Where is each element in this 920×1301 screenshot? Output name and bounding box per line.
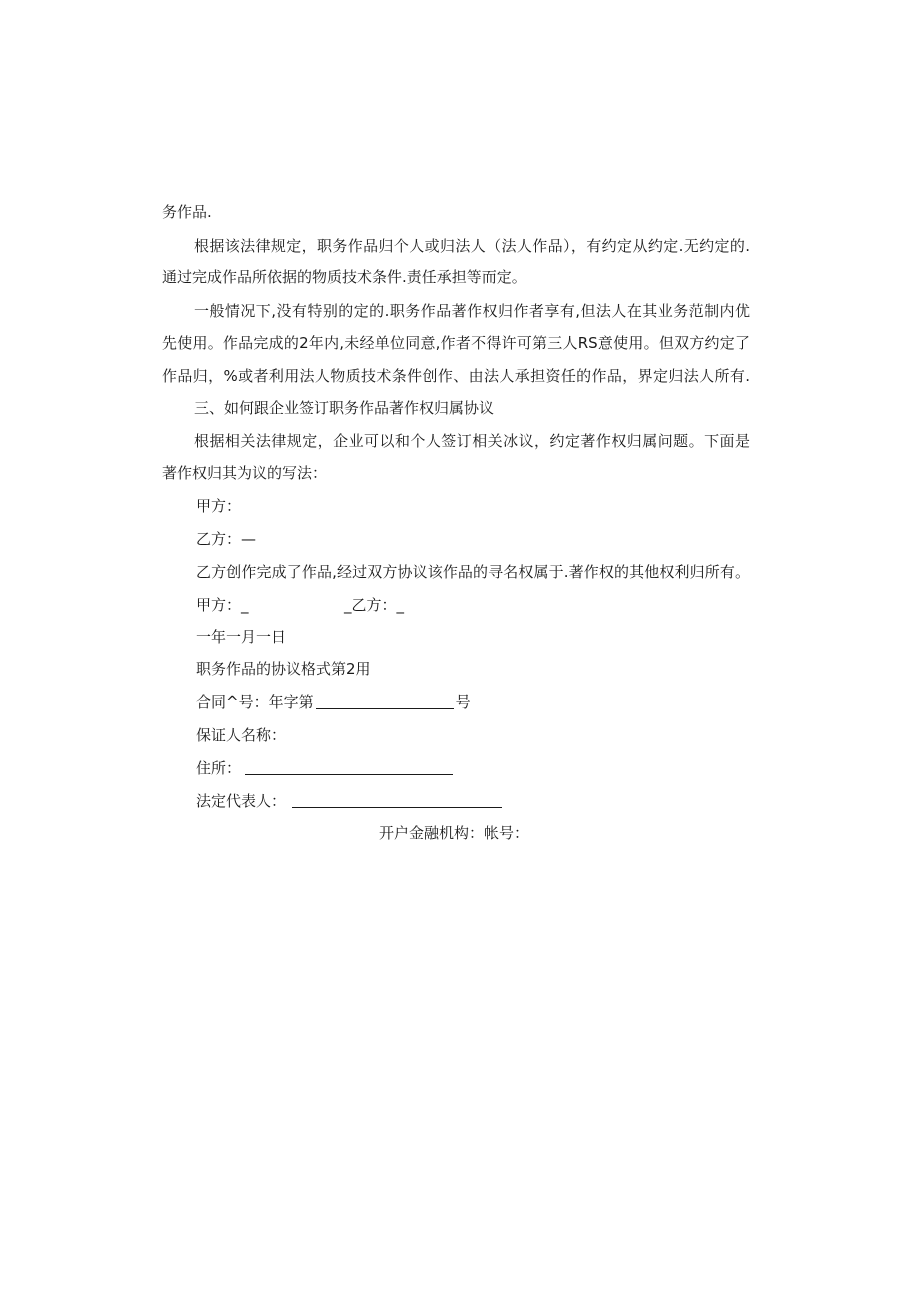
guarantor-name-label: 保证人名称： bbox=[196, 726, 287, 744]
address-label: 住所： bbox=[196, 759, 242, 777]
format-title: 职务作品的协议格式第2用 bbox=[196, 660, 371, 678]
paragraph-line: 一般情况下,没有特别的定的.职务作品著作权归作者享有,但法人在其业务范制内优 bbox=[194, 302, 750, 320]
legal-rep-label: 法定代表人： bbox=[196, 792, 287, 810]
paragraph-line: 务作品. bbox=[162, 203, 212, 221]
party-b-label: 乙方：— bbox=[196, 530, 257, 548]
contract-number-blank bbox=[316, 694, 454, 709]
paragraph-line: 根据相关法律规定，企业可以和个人签订相关冰议，约定著作权归属问题。下面是 bbox=[194, 432, 750, 450]
party-a-label: 甲方： bbox=[196, 497, 242, 515]
contract-number-suffix: 号 bbox=[455, 693, 471, 711]
legal-rep-blank bbox=[292, 793, 502, 808]
paragraph-line: 作品归，%或者利用法人物质技术条件创作、由法人承担资任的作品，界定归法人所有. bbox=[162, 367, 750, 385]
contract-number-row bbox=[196, 692, 471, 712]
bank-account-line: 开户金融机构：帐号： bbox=[379, 824, 530, 842]
section-heading: 三、如何跟企业签订职务作品著作权归属协议 bbox=[194, 399, 495, 417]
signature-party-a: 甲方：_ bbox=[196, 596, 249, 614]
contract-number-label: 合同^号：年字第 bbox=[196, 693, 314, 711]
address-row bbox=[196, 758, 453, 778]
paragraph-line: 先使用。作品完成的2年内,未经单位同意,作者不得许可第三人RS意使用。但双方约定了 bbox=[162, 334, 750, 352]
address-blank bbox=[245, 760, 453, 775]
signature-party-b: _乙方：_ bbox=[344, 596, 405, 614]
paragraph-line: 著作权归其为议的写法： bbox=[162, 464, 328, 482]
date-line: 一年一月一日 bbox=[196, 628, 287, 646]
paragraph-line: 通过完成作品所依据的物质技术条件.责任承担等而定。 bbox=[162, 268, 527, 286]
agreement-clause: 乙方创作完成了作品,经过双方协议该作品的寻名权属于.著作权的其他权利归所有。 bbox=[196, 563, 750, 581]
legal-rep-row bbox=[196, 791, 502, 811]
paragraph-line: 根据该法律规定，职务作品归个人或归法人（法人作品），有约定从约定.无约定的. bbox=[194, 237, 750, 255]
